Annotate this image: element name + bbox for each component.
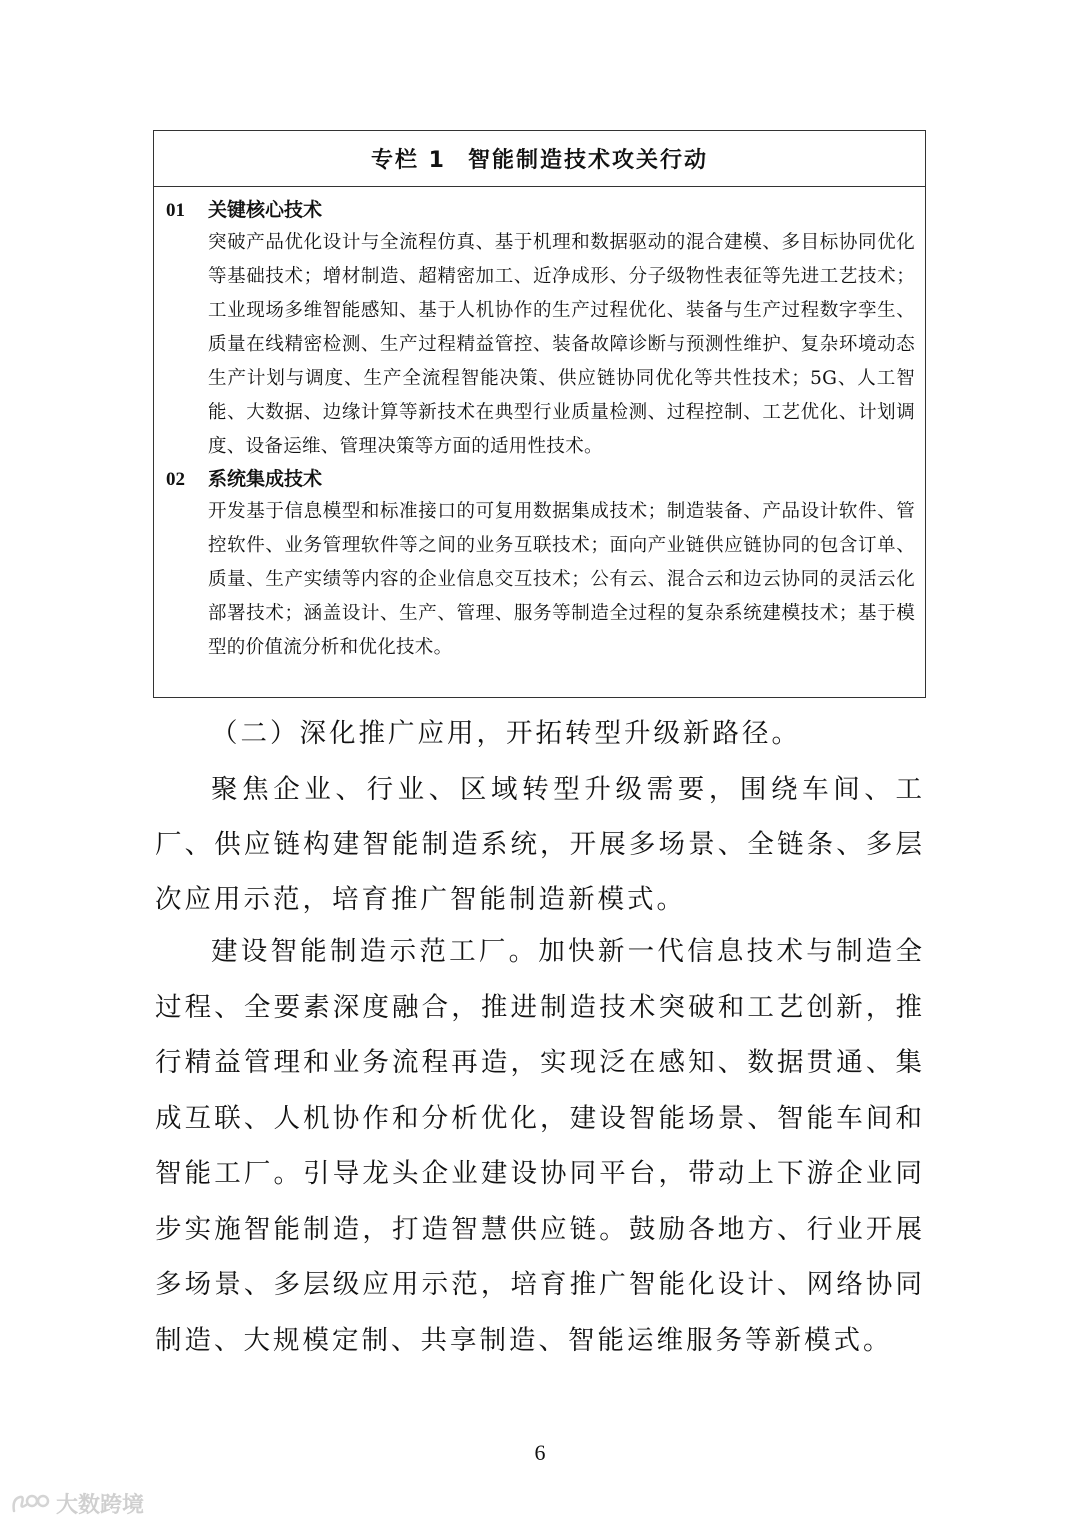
column-section-2 [166, 464, 915, 665]
section-body: 突破产品优化设计与全流程仿真、基于机理和数据驱动的混合建模、多目标协同优化等基础技术；增材制造、超精密加工、近净成形、分子级物性表征等先进工艺技术；工业现场多维智能感知、基于人机协作的生产过程优化、装备与生产过程数字孪生、质量在线精密检测、生产过程精益管控、装备故障诊断与预测性维护、复杂环境动态生产计划与调度、生产全流程智能决策、供应链协同优化等共性技术；5G、人工智能、大数据、边缘计算等新技术在典型行业质量检测、过程控制、工艺优化、计划调度、设备运维、管理决策等方面的适用性技术。 [208, 232, 915, 457]
section-body: 开发基于信息模型和标准接口的可复用数据集成技术；制造装备、产品设计软件、管控软件、业务管理软件等之间的业务互联技术；面向产业链供应链协同的包含订单、质量、生产实绩等内容的企业信息交互技术；公有云、混合云和边云协同的灵活云化部署技术；涵盖设计、生产、管理、服务等制造全过程的复杂系统建模技术；基于模型的价值流分析和优化技术。 [208, 501, 915, 658]
paragraph-1: 聚焦企业、行业、区域转型升级需要，围绕车间、工厂、供应链构建智能制造系统，开展多场景、全链条、多层次应用示范，培育推广智能制造新模式。 [155, 774, 925, 915]
column-box [153, 130, 926, 698]
column-title-prefix: 专栏 1 [371, 148, 446, 173]
watermark-text: 大数跨境 [56, 1493, 145, 1518]
section-heading: 关键核心技术 [208, 199, 323, 221]
column-section-1 [166, 195, 915, 464]
watermark-logo-icon [10, 1491, 50, 1517]
column-title [154, 131, 925, 187]
section-number: 01 [166, 200, 185, 221]
watermark [10, 1488, 144, 1519]
sub-heading: （二）深化推广应用，开拓转型升级新路径。 [211, 718, 801, 749]
page-number: 6 [534, 1440, 546, 1465]
section-number: 02 [166, 469, 185, 490]
column-content [154, 187, 925, 665]
column-title-main: 智能制造技术攻关行动 [467, 148, 708, 173]
section-heading: 系统集成技术 [208, 468, 323, 490]
paragraph-2: 建设智能制造示范工厂。加快新一代信息技术与制造全过程、全要素深度融合，推进制造技术突破和工艺创新，推行精益管理和业务流程再造，实现泛在感知、数据贯通、集成互联、人机协作和分析优化，建设智能场景、智能车间和智能工厂。引导龙头企业建设协同平台，带动上下游企业同步实施智能制造，打造智慧供应链。鼓励各地方、行业开展多场景、多层级应用示范，培育推广智能化设计、网络协同制造、大规模定制、共享制造、智能运维服务等新模式。 [155, 936, 925, 1356]
